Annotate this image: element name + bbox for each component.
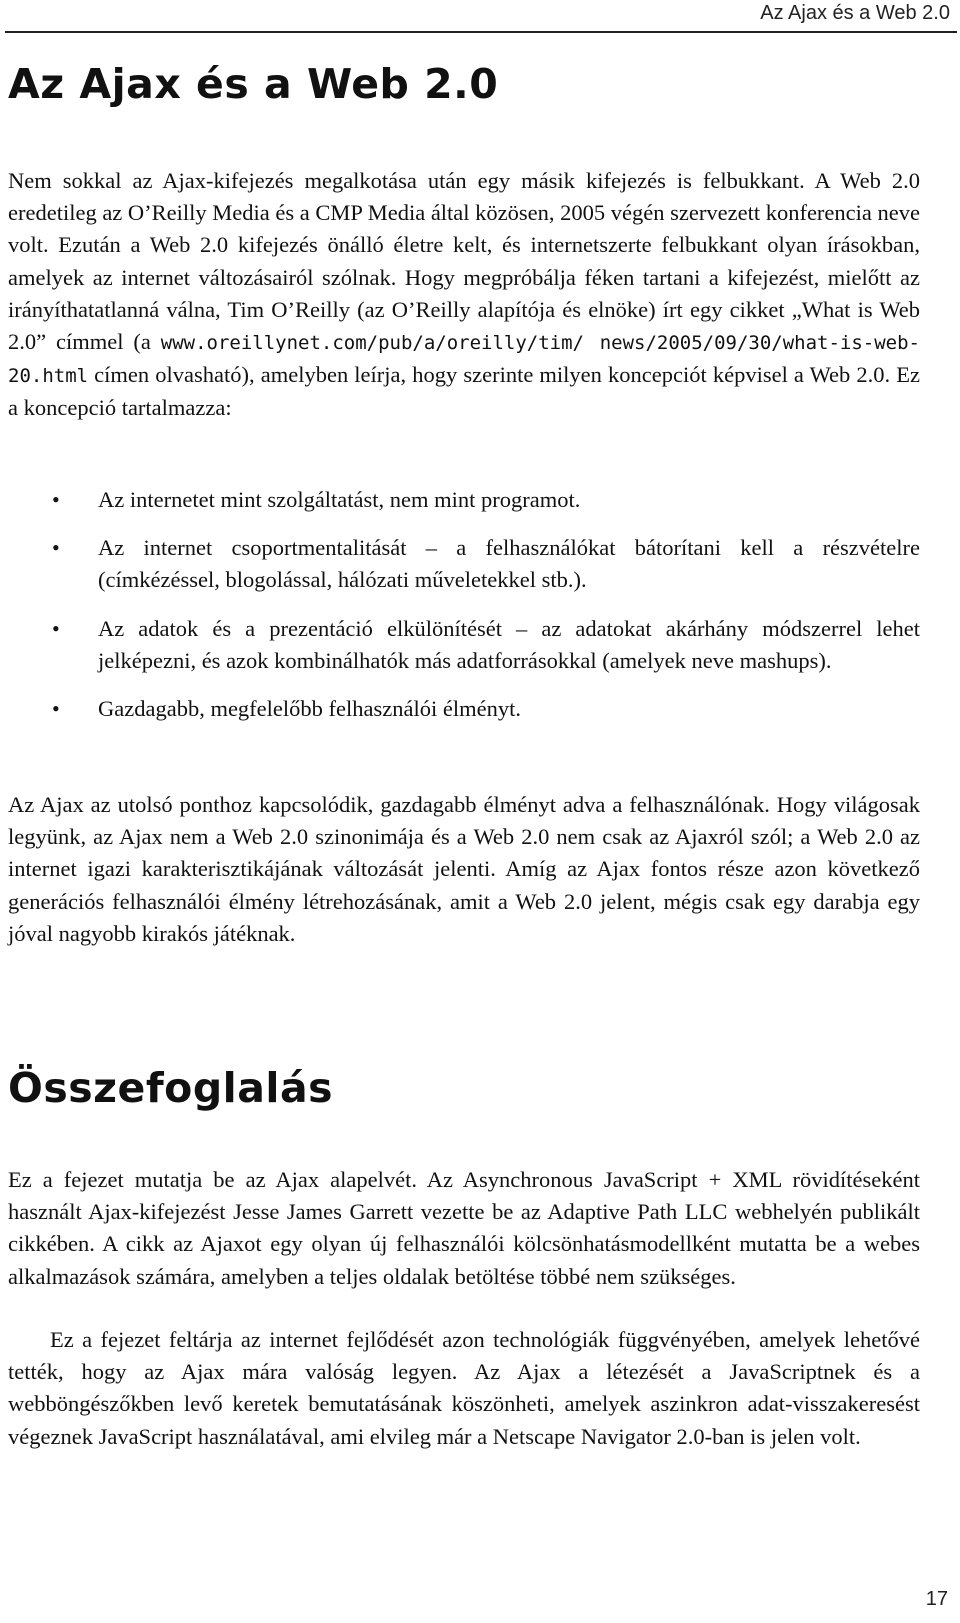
bullet-icon: •	[52, 696, 60, 722]
list-item	[8, 693, 920, 725]
list-item-text: Gazdagabb, megfelelőbb felhasználói élményt.	[98, 696, 521, 722]
bullet-icon: •	[52, 487, 60, 512]
paragraph-web20-intro-text-1: Nem sokkal az Ajax-kifejezés megalkotása után egy másik kifejezés is felbukkant. A Web 2.0 eredetileg az O’Reilly Media és a CMP Media által közösen, 2005 végén szervezett konferencia neve volt. Ezután a Web 2.0 kifejezés önálló életre kelt, és internetszerte felbukkant olyan írásokban, amelyek az internet változásairól szólnak. Hogy megpróbálja féken tartani a kifejezést, mielőtt az irányíthatatlanná válna, Tim O’Reilly (az O’Reilly alapítója és elnöke) írt egy cikket „What is Web 2.0” címmel (a	[8, 168, 920, 355]
paragraph-web20-intro	[8, 165, 920, 425]
web20-concept-list	[8, 484, 920, 741]
paragraph-summary-1: Ez a fejezet mutatja be az Ajax alapelvét. Az Asynchronous JavaScript + XML rövidítéseként használt Ajax-kifejezést Jesse James Garrett vezette be az Adaptive Path LLC webhelyén publikált cikkében. A cikk az Ajaxot egy olyan új felhasználói kölcsönhatásmodellként mutatta be a webes alkalmazások számára, amelyben a teljes oldalak betöltése többé nem szükséges.	[8, 1167, 920, 1289]
running-head: Az Ajax és a Web 2.0	[760, 2, 950, 24]
bullet-icon: •	[52, 615, 60, 641]
list-item	[8, 484, 920, 516]
list-item-text: Az adatok és a prezentáció elkülönítését – az adatokat akárhány módszerrel lehet jelképezni, és azok kombinálhatók más adatforrásokkal (amelyek neve mashups).	[98, 615, 920, 673]
section-heading-ajax-web20: Az Ajax és a Web 2.0	[8, 60, 499, 108]
list-item-text: Az internet csoportmentalitását – a felhasználókat bátorítani kell a részvételre (címkézéssel, blogolással, hálózati műveletekkel stb.).	[98, 535, 920, 593]
bullet-icon: •	[52, 535, 60, 561]
list-item	[8, 532, 920, 596]
paragraph-web20-intro-text-2: címen olvasható), amelyben leírja, hogy szerinte milyen koncepciót képvisel a Web 2.0. Ez a koncepció tartalmazza:	[8, 362, 920, 421]
paragraph-ajax-web20-relation: Az Ajax az utolsó ponthoz kapcsolódik, gazdagabb élményt adva a felhasználónak. Hogy világosak legyünk, az Ajax nem a Web 2.0 szinonimája és a Web 2.0 nem csak az Ajaxról szól; a Web 2.0 az internet igazi karakterisztikájának változását jelenti. Amíg az Ajax fontos része azon következő generációs felhasználói élmény létrehozásának, amit a Web 2.0 jelent, mégis csak egy darabja egy jóval nagyobb kirakós játéknak.	[8, 792, 920, 946]
list-item-text: Az internetet mint szolgáltatást, nem mint programot.	[98, 487, 581, 512]
article-url: www.oreillynet.com/pub/a/oreilly/tim/ news/2005/09/30/what-is-web-20.html	[8, 332, 920, 388]
page-number: 17	[925, 1588, 948, 1610]
paragraph-summary-2: Ez a fejezet feltárja az internet fejlődését azon technológiák függvényében, amelyek lehetővé tették, hogy az Ajax mára valóság legyen. Az Ajax a létezését a JavaScriptnek és a webböngészőkben levő keretek bemutatásának köszönheti, amelyek aszinkron adat-visszakeresést végeznek JavaScript használatával, ami elvileg már a Netscape Navigator 2.0-ban is jelen volt.	[8, 1327, 920, 1449]
header-rule	[5, 31, 957, 33]
section-heading-summary: Összefoglalás	[8, 1064, 334, 1112]
list-item	[8, 613, 920, 677]
